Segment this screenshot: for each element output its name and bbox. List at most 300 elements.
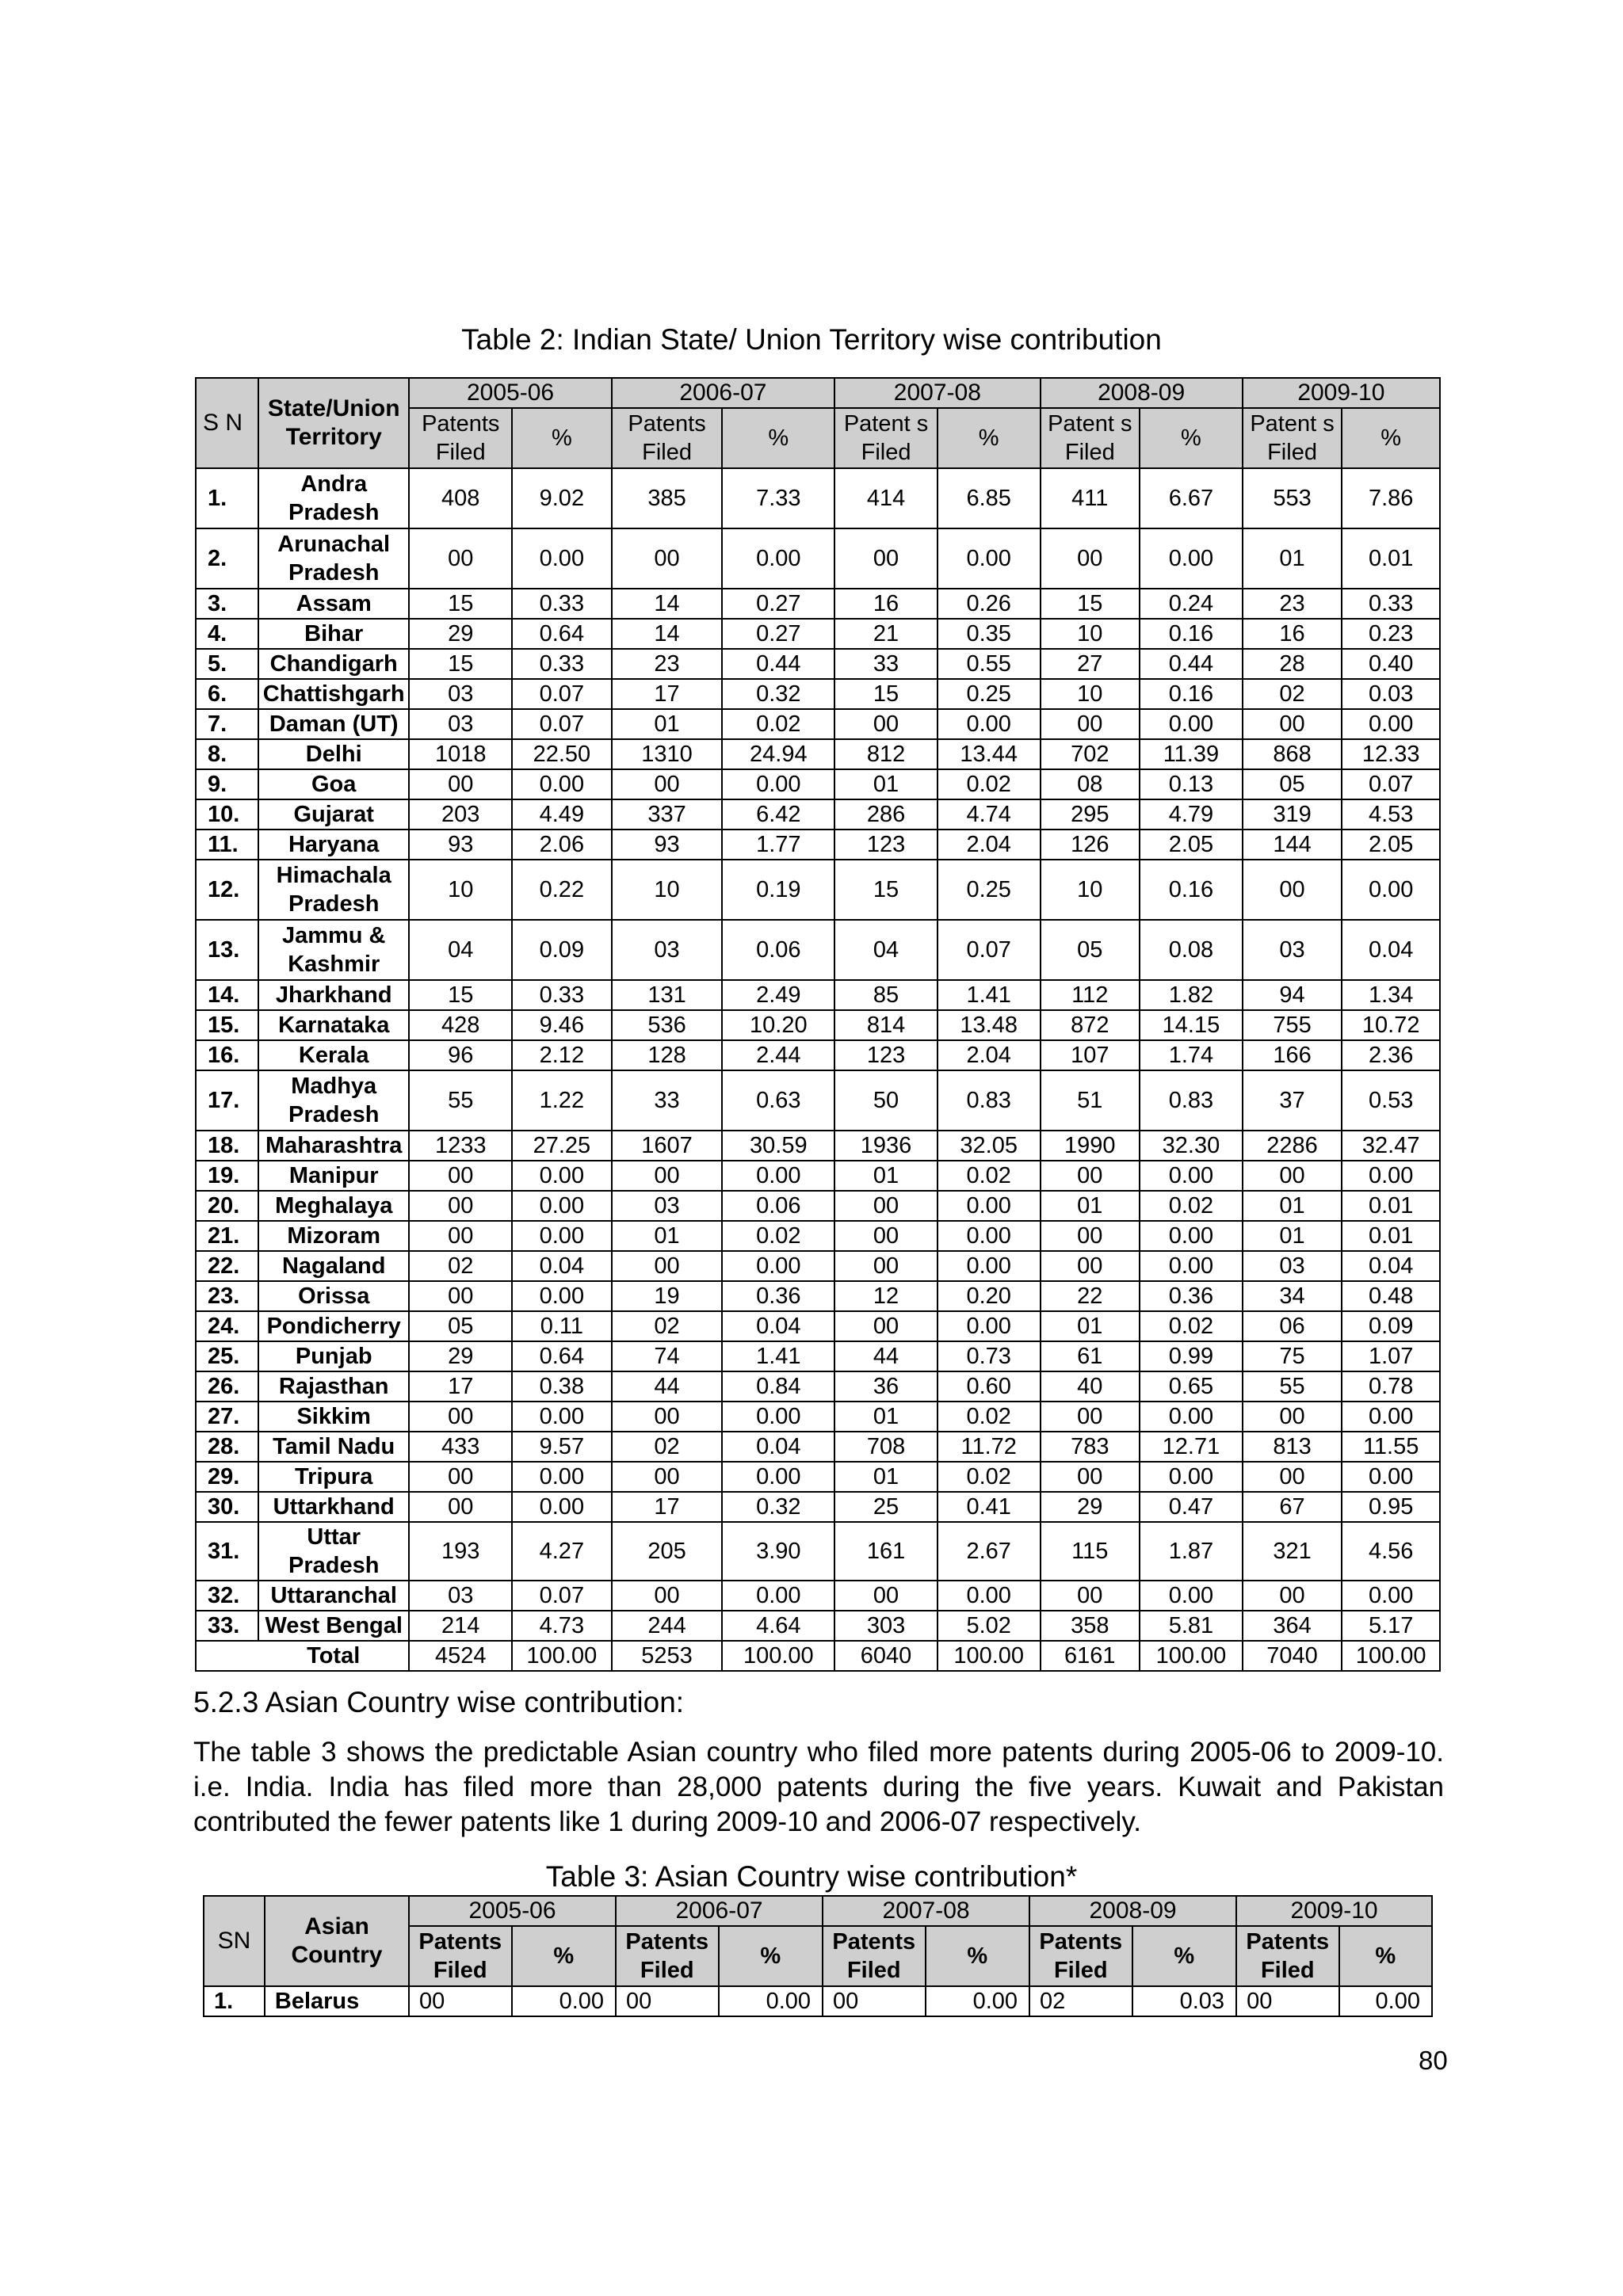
percent-cell: 0.00 xyxy=(512,1161,612,1191)
row-number: 25. xyxy=(196,1341,258,1371)
percent-cell: 0.04 xyxy=(722,1311,834,1341)
percent-cell: 0.00 xyxy=(512,1281,612,1311)
state-name: Arunachal Pradesh xyxy=(258,528,409,589)
percent-cell: 0.02 xyxy=(722,1221,834,1251)
total-percent-cell: 100.00 xyxy=(722,1641,834,1671)
patents-cell: 00 xyxy=(409,1462,512,1492)
percent-cell: 9.57 xyxy=(512,1432,612,1462)
patents-cell: 33 xyxy=(612,1070,723,1131)
percent-cell: 0.07 xyxy=(512,1581,612,1611)
row-number: 26. xyxy=(196,1371,258,1402)
patents-cell: 14 xyxy=(612,619,723,649)
percent-cell: 0.07 xyxy=(938,920,1041,980)
total-percent-cell: 100.00 xyxy=(1342,1641,1440,1671)
patents-cell: 10 xyxy=(409,860,512,920)
patents-cell: 21 xyxy=(834,619,938,649)
percent-cell: 0.44 xyxy=(722,649,834,679)
patents-cell: 03 xyxy=(612,920,723,980)
state-name: Chattishgarh xyxy=(258,679,409,709)
patents-cell: 1936 xyxy=(834,1131,938,1161)
percent-cell: 0.55 xyxy=(938,649,1041,679)
table-row xyxy=(196,980,1440,1010)
percent-cell: 0.20 xyxy=(938,1281,1041,1311)
percent-cell: 0.00 xyxy=(1342,860,1440,920)
percent-cell: 0.78 xyxy=(1342,1371,1440,1402)
table-row xyxy=(196,1462,1440,1492)
row-number: 32. xyxy=(196,1581,258,1611)
patents-cell: 1990 xyxy=(1041,1131,1140,1161)
percent-cell: 0.00 xyxy=(1342,1462,1440,1492)
patents-cell: 708 xyxy=(834,1432,938,1462)
patents-cell: 319 xyxy=(1243,799,1342,830)
patents-cell: 01 xyxy=(1041,1191,1140,1221)
percent-cell: 0.09 xyxy=(1342,1311,1440,1341)
patents-cell: 01 xyxy=(834,1161,938,1191)
patents-cell: 10 xyxy=(1041,679,1140,709)
percent-cell: 0.04 xyxy=(512,1251,612,1281)
percent-cell: 0.36 xyxy=(1140,1281,1243,1311)
percent-cell: 0.03 xyxy=(1132,1986,1237,2016)
percent-cell: 0.25 xyxy=(938,860,1041,920)
year-header: 2006-07 xyxy=(612,378,835,408)
percent-cell: 0.16 xyxy=(1140,679,1243,709)
percent-cell: 0.00 xyxy=(1339,1986,1432,2016)
patents-cell: 536 xyxy=(612,1010,723,1040)
percent-cell: 0.00 xyxy=(512,769,612,799)
patents-filed-header: Patents Filed xyxy=(409,1926,512,1986)
patents-cell: 15 xyxy=(409,980,512,1010)
patents-cell: 17 xyxy=(612,1492,723,1522)
patents-cell: 00 xyxy=(1243,1161,1342,1191)
patents-cell: 33 xyxy=(834,649,938,679)
patents-cell: 61 xyxy=(1041,1341,1140,1371)
patents-cell: 433 xyxy=(409,1432,512,1462)
patents-cell: 03 xyxy=(1243,1251,1342,1281)
state-name: Tamil Nadu xyxy=(258,1432,409,1462)
percent-header: % xyxy=(719,1926,823,1986)
patents-cell: 22 xyxy=(1041,1281,1140,1311)
state-name: Uttaranchal xyxy=(258,1581,409,1611)
percent-cell: 0.47 xyxy=(1140,1492,1243,1522)
patents-cell: 17 xyxy=(409,1371,512,1402)
patents-cell: 2286 xyxy=(1243,1131,1342,1161)
patents-cell: 364 xyxy=(1243,1611,1342,1641)
patents-cell: 10 xyxy=(1041,860,1140,920)
state-name: Punjab xyxy=(258,1341,409,1371)
percent-cell: 5.02 xyxy=(938,1611,1041,1641)
table-row xyxy=(196,1581,1440,1611)
state-name: Bihar xyxy=(258,619,409,649)
state-name: Kerala xyxy=(258,1040,409,1070)
table-row xyxy=(196,1492,1440,1522)
row-number: 24. xyxy=(196,1311,258,1341)
patents-cell: 00 xyxy=(612,769,723,799)
patents-cell: 55 xyxy=(409,1070,512,1131)
patents-cell: 00 xyxy=(1236,1986,1339,2016)
percent-cell: 0.36 xyxy=(722,1281,834,1311)
percent-cell: 6.67 xyxy=(1140,468,1243,528)
table-row xyxy=(204,1986,1432,2016)
percent-header: % xyxy=(938,408,1041,468)
state-name: Assam xyxy=(258,589,409,619)
row-number: 33. xyxy=(196,1611,258,1641)
patents-cell: 385 xyxy=(612,468,723,528)
patents-cell: 00 xyxy=(612,1161,723,1191)
percent-cell: 4.49 xyxy=(512,799,612,830)
section-heading: 5.2.3 Asian Country wise contribution: xyxy=(193,1686,685,1718)
state-name: Uttar Pradesh xyxy=(258,1522,409,1581)
total-blank xyxy=(196,1641,258,1671)
table-row xyxy=(196,1131,1440,1161)
percent-cell: 32.05 xyxy=(938,1131,1041,1161)
percent-cell: 1.74 xyxy=(1140,1040,1243,1070)
row-number: 29. xyxy=(196,1462,258,1492)
percent-cell: 10.20 xyxy=(722,1010,834,1040)
patents-cell: 244 xyxy=(612,1611,723,1641)
percent-header: % xyxy=(722,408,834,468)
patents-filed-header: Patent s Filed xyxy=(1041,408,1140,468)
patents-cell: 00 xyxy=(1041,1161,1140,1191)
table-row xyxy=(196,769,1440,799)
page-number: 80 xyxy=(1419,2046,1448,2075)
patents-cell: 00 xyxy=(834,1191,938,1221)
percent-cell: 6.85 xyxy=(938,468,1041,528)
patents-cell: 408 xyxy=(409,468,512,528)
percent-cell: 0.24 xyxy=(1140,589,1243,619)
table-row xyxy=(196,920,1440,980)
patents-cell: 14 xyxy=(612,589,723,619)
row-number: 31. xyxy=(196,1522,258,1581)
patents-cell: 00 xyxy=(612,1402,723,1432)
patents-cell: 04 xyxy=(834,920,938,980)
percent-cell: 0.07 xyxy=(512,709,612,739)
patents-cell: 303 xyxy=(834,1611,938,1641)
percent-cell: 5.81 xyxy=(1140,1611,1243,1641)
year-header: 2007-08 xyxy=(834,378,1040,408)
state-name: Chandigarh xyxy=(258,649,409,679)
patents-cell: 00 xyxy=(409,1221,512,1251)
patents-cell: 755 xyxy=(1243,1010,1342,1040)
row-number: 11. xyxy=(196,830,258,860)
percent-cell: 0.00 xyxy=(722,528,834,589)
percent-cell: 2.06 xyxy=(512,830,612,860)
percent-cell: 1.41 xyxy=(938,980,1041,1010)
percent-cell: 14.15 xyxy=(1140,1010,1243,1040)
row-number: 6. xyxy=(196,679,258,709)
percent-cell: 0.00 xyxy=(938,709,1041,739)
percent-cell: 0.04 xyxy=(1342,1251,1440,1281)
percent-cell: 0.33 xyxy=(512,589,612,619)
sn-header: SN xyxy=(204,1896,265,1986)
patents-cell: 36 xyxy=(834,1371,938,1402)
patents-cell: 01 xyxy=(834,769,938,799)
total-patents-cell: 5253 xyxy=(612,1641,723,1671)
patents-cell: 05 xyxy=(409,1311,512,1341)
patents-cell: 123 xyxy=(834,1040,938,1070)
table-row xyxy=(196,1432,1440,1462)
state-name: Uttarkhand xyxy=(258,1492,409,1522)
percent-header: % xyxy=(926,1926,1030,1986)
percent-cell: 0.00 xyxy=(938,1251,1041,1281)
percent-cell: 0.22 xyxy=(512,860,612,920)
percent-header: % xyxy=(1339,1926,1432,1986)
percent-cell: 2.04 xyxy=(938,1040,1041,1070)
patents-cell: 55 xyxy=(1243,1371,1342,1402)
patents-cell: 01 xyxy=(1243,1221,1342,1251)
patents-cell: 00 xyxy=(409,1161,512,1191)
patents-cell: 94 xyxy=(1243,980,1342,1010)
percent-cell: 0.00 xyxy=(938,1581,1041,1611)
percent-cell: 0.08 xyxy=(1140,920,1243,980)
patents-cell: 123 xyxy=(834,830,938,860)
patents-cell: 04 xyxy=(409,920,512,980)
patents-cell: 553 xyxy=(1243,468,1342,528)
percent-cell: 3.90 xyxy=(722,1522,834,1581)
patents-cell: 37 xyxy=(1243,1070,1342,1131)
patents-cell: 00 xyxy=(409,769,512,799)
patents-cell: 28 xyxy=(1243,649,1342,679)
table-row xyxy=(196,619,1440,649)
patents-cell: 00 xyxy=(1243,1581,1342,1611)
year-header: 2009-10 xyxy=(1243,378,1440,408)
percent-cell: 0.02 xyxy=(1140,1191,1243,1221)
percent-cell: 12.33 xyxy=(1342,739,1440,769)
percent-cell: 0.00 xyxy=(512,1492,612,1522)
state-name: Himachala Pradesh xyxy=(258,860,409,920)
state-name: Gujarat xyxy=(258,799,409,830)
patents-cell: 107 xyxy=(1041,1040,1140,1070)
patents-cell: 02 xyxy=(612,1432,723,1462)
patents-cell: 414 xyxy=(834,468,938,528)
patents-cell: 00 xyxy=(1041,1581,1140,1611)
percent-cell: 0.00 xyxy=(512,1462,612,1492)
row-number: 13. xyxy=(196,920,258,980)
patents-cell: 10 xyxy=(1041,619,1140,649)
patents-cell: 00 xyxy=(1243,709,1342,739)
row-number: 10. xyxy=(196,799,258,830)
patents-cell: 702 xyxy=(1041,739,1140,769)
percent-cell: 11.55 xyxy=(1342,1432,1440,1462)
patents-cell: 131 xyxy=(612,980,723,1010)
patents-cell: 02 xyxy=(1029,1986,1132,2016)
patents-cell: 15 xyxy=(834,860,938,920)
percent-cell: 4.79 xyxy=(1140,799,1243,830)
total-label: Total xyxy=(258,1641,409,1671)
patents-cell: 00 xyxy=(1041,1402,1140,1432)
percent-cell: 10.72 xyxy=(1342,1010,1440,1040)
patents-cell: 00 xyxy=(823,1986,926,2016)
patents-cell: 50 xyxy=(834,1070,938,1131)
percent-cell: 11.72 xyxy=(938,1432,1041,1462)
patents-cell: 1310 xyxy=(612,739,723,769)
patents-cell: 16 xyxy=(834,589,938,619)
table-row xyxy=(196,1281,1440,1311)
row-number: 9. xyxy=(196,769,258,799)
state-name: Andra Pradesh xyxy=(258,468,409,528)
state-name: Maharashtra xyxy=(258,1131,409,1161)
patents-cell: 814 xyxy=(834,1010,938,1040)
patents-cell: 29 xyxy=(1041,1492,1140,1522)
table-row xyxy=(196,1251,1440,1281)
percent-cell: 0.00 xyxy=(1140,528,1243,589)
percent-cell: 2.04 xyxy=(938,830,1041,860)
percent-cell: 0.00 xyxy=(1140,1462,1243,1492)
patents-cell: 00 xyxy=(1041,1462,1140,1492)
percent-cell: 0.00 xyxy=(512,1402,612,1432)
patents-cell: 03 xyxy=(409,709,512,739)
percent-cell: 0.53 xyxy=(1342,1070,1440,1131)
patents-cell: 161 xyxy=(834,1522,938,1581)
percent-cell: 2.36 xyxy=(1342,1040,1440,1070)
row-number: 28. xyxy=(196,1432,258,1462)
table-row xyxy=(196,468,1440,528)
percent-cell: 0.84 xyxy=(722,1371,834,1402)
patents-cell: 868 xyxy=(1243,739,1342,769)
percent-cell: 4.64 xyxy=(722,1611,834,1641)
patents-cell: 1607 xyxy=(612,1131,723,1161)
table2-title: Table 2: Indian State/ Union Territory wise contribution xyxy=(461,323,1162,356)
patents-cell: 205 xyxy=(612,1522,723,1581)
percent-cell: 0.65 xyxy=(1140,1371,1243,1402)
patents-cell: 00 xyxy=(409,1402,512,1432)
table-row xyxy=(196,1402,1440,1432)
percent-cell: 0.32 xyxy=(722,679,834,709)
state-name: Delhi xyxy=(258,739,409,769)
row-number: 22. xyxy=(196,1251,258,1281)
state-name: Sikkim xyxy=(258,1402,409,1432)
percent-cell: 0.00 xyxy=(719,1986,823,2016)
state-name: Goa xyxy=(258,769,409,799)
state-name: West Bengal xyxy=(258,1611,409,1641)
year-header: 2005-06 xyxy=(409,1896,616,1926)
percent-cell: 1.82 xyxy=(1140,980,1243,1010)
percent-cell: 6.42 xyxy=(722,799,834,830)
percent-cell: 1.87 xyxy=(1140,1522,1243,1581)
asian-country-table xyxy=(203,1895,1433,2017)
percent-header: % xyxy=(512,408,612,468)
patents-cell: 10 xyxy=(612,860,723,920)
percent-cell: 0.00 xyxy=(722,1251,834,1281)
row-number: 17. xyxy=(196,1070,258,1131)
percent-cell: 0.09 xyxy=(512,920,612,980)
patents-cell: 15 xyxy=(409,589,512,619)
percent-cell: 0.83 xyxy=(1140,1070,1243,1131)
table-row xyxy=(196,1040,1440,1070)
patents-cell: 93 xyxy=(612,830,723,860)
percent-cell: 0.33 xyxy=(512,980,612,1010)
row-number: 30. xyxy=(196,1492,258,1522)
percent-cell: 0.00 xyxy=(1140,709,1243,739)
patents-cell: 34 xyxy=(1243,1281,1342,1311)
percent-cell: 0.06 xyxy=(722,1191,834,1221)
patents-filed-header: Patents Filed xyxy=(823,1926,926,1986)
patents-cell: 00 xyxy=(834,1251,938,1281)
percent-cell: 0.00 xyxy=(722,769,834,799)
percent-cell: 24.94 xyxy=(722,739,834,769)
row-number: 19. xyxy=(196,1161,258,1191)
percent-cell: 0.48 xyxy=(1342,1281,1440,1311)
percent-cell: 2.44 xyxy=(722,1040,834,1070)
patents-filed-header: Patents Filed xyxy=(1029,1926,1132,1986)
percent-header: % xyxy=(1140,408,1243,468)
patents-cell: 93 xyxy=(409,830,512,860)
percent-cell: 0.00 xyxy=(512,528,612,589)
percent-cell: 0.07 xyxy=(512,679,612,709)
country-name: Belarus xyxy=(265,1986,409,2016)
percent-cell: 0.00 xyxy=(1342,1161,1440,1191)
percent-cell: 4.74 xyxy=(938,799,1041,830)
percent-cell: 0.01 xyxy=(1342,1221,1440,1251)
state-name: Mizoram xyxy=(258,1221,409,1251)
patents-cell: 358 xyxy=(1041,1611,1140,1641)
percent-cell: 27.25 xyxy=(512,1131,612,1161)
country-header: Asian Country xyxy=(265,1896,409,1986)
percent-cell: 0.23 xyxy=(1342,619,1440,649)
patents-cell: 128 xyxy=(612,1040,723,1070)
patents-cell: 00 xyxy=(612,528,723,589)
patents-cell: 00 xyxy=(1041,1251,1140,1281)
patents-cell: 1018 xyxy=(409,739,512,769)
row-number: 20. xyxy=(196,1191,258,1221)
table-row xyxy=(196,589,1440,619)
percent-cell: 4.73 xyxy=(512,1611,612,1641)
percent-cell: 2.49 xyxy=(722,980,834,1010)
row-number: 16. xyxy=(196,1040,258,1070)
state-name: Jammu & Kashmir xyxy=(258,920,409,980)
percent-cell: 0.00 xyxy=(512,1986,617,2016)
patents-cell: 15 xyxy=(409,649,512,679)
percent-cell: 2.12 xyxy=(512,1040,612,1070)
percent-cell: 0.95 xyxy=(1342,1492,1440,1522)
percent-cell: 0.13 xyxy=(1140,769,1243,799)
row-number: 7. xyxy=(196,709,258,739)
percent-cell: 7.86 xyxy=(1342,468,1440,528)
percent-cell: 0.38 xyxy=(512,1371,612,1402)
row-number: 12. xyxy=(196,860,258,920)
patents-cell: 67 xyxy=(1243,1492,1342,1522)
table3-title: Table 3: Asian Country wise contribution* xyxy=(545,1860,1078,1893)
patents-cell: 74 xyxy=(612,1341,723,1371)
state-name: Nagaland xyxy=(258,1251,409,1281)
row-number: 3. xyxy=(196,589,258,619)
table-row xyxy=(196,1611,1440,1641)
patents-cell: 00 xyxy=(1243,1462,1342,1492)
year-header: 2008-09 xyxy=(1041,378,1243,408)
patents-cell: 00 xyxy=(612,1581,723,1611)
percent-cell: 1.22 xyxy=(512,1070,612,1131)
percent-cell: 0.00 xyxy=(938,528,1041,589)
percent-cell: 4.56 xyxy=(1342,1522,1440,1581)
percent-cell: 0.02 xyxy=(722,709,834,739)
percent-cell: 2.67 xyxy=(938,1522,1041,1581)
table-row xyxy=(196,860,1440,920)
table-row xyxy=(196,1522,1440,1581)
patents-filed-header: Patents Filed xyxy=(612,408,723,468)
percent-cell: 0.00 xyxy=(722,1161,834,1191)
patents-cell: 02 xyxy=(409,1251,512,1281)
patents-cell: 00 xyxy=(1243,860,1342,920)
patents-filed-header: Patent s Filed xyxy=(1243,408,1342,468)
patents-cell: 214 xyxy=(409,1611,512,1641)
percent-cell: 0.44 xyxy=(1140,649,1243,679)
patents-cell: 96 xyxy=(409,1040,512,1070)
percent-cell: 7.33 xyxy=(722,468,834,528)
patents-cell: 872 xyxy=(1041,1010,1140,1040)
percent-cell: 0.25 xyxy=(938,679,1041,709)
patents-cell: 203 xyxy=(409,799,512,830)
percent-cell: 0.02 xyxy=(1140,1311,1243,1341)
patents-cell: 00 xyxy=(612,1251,723,1281)
